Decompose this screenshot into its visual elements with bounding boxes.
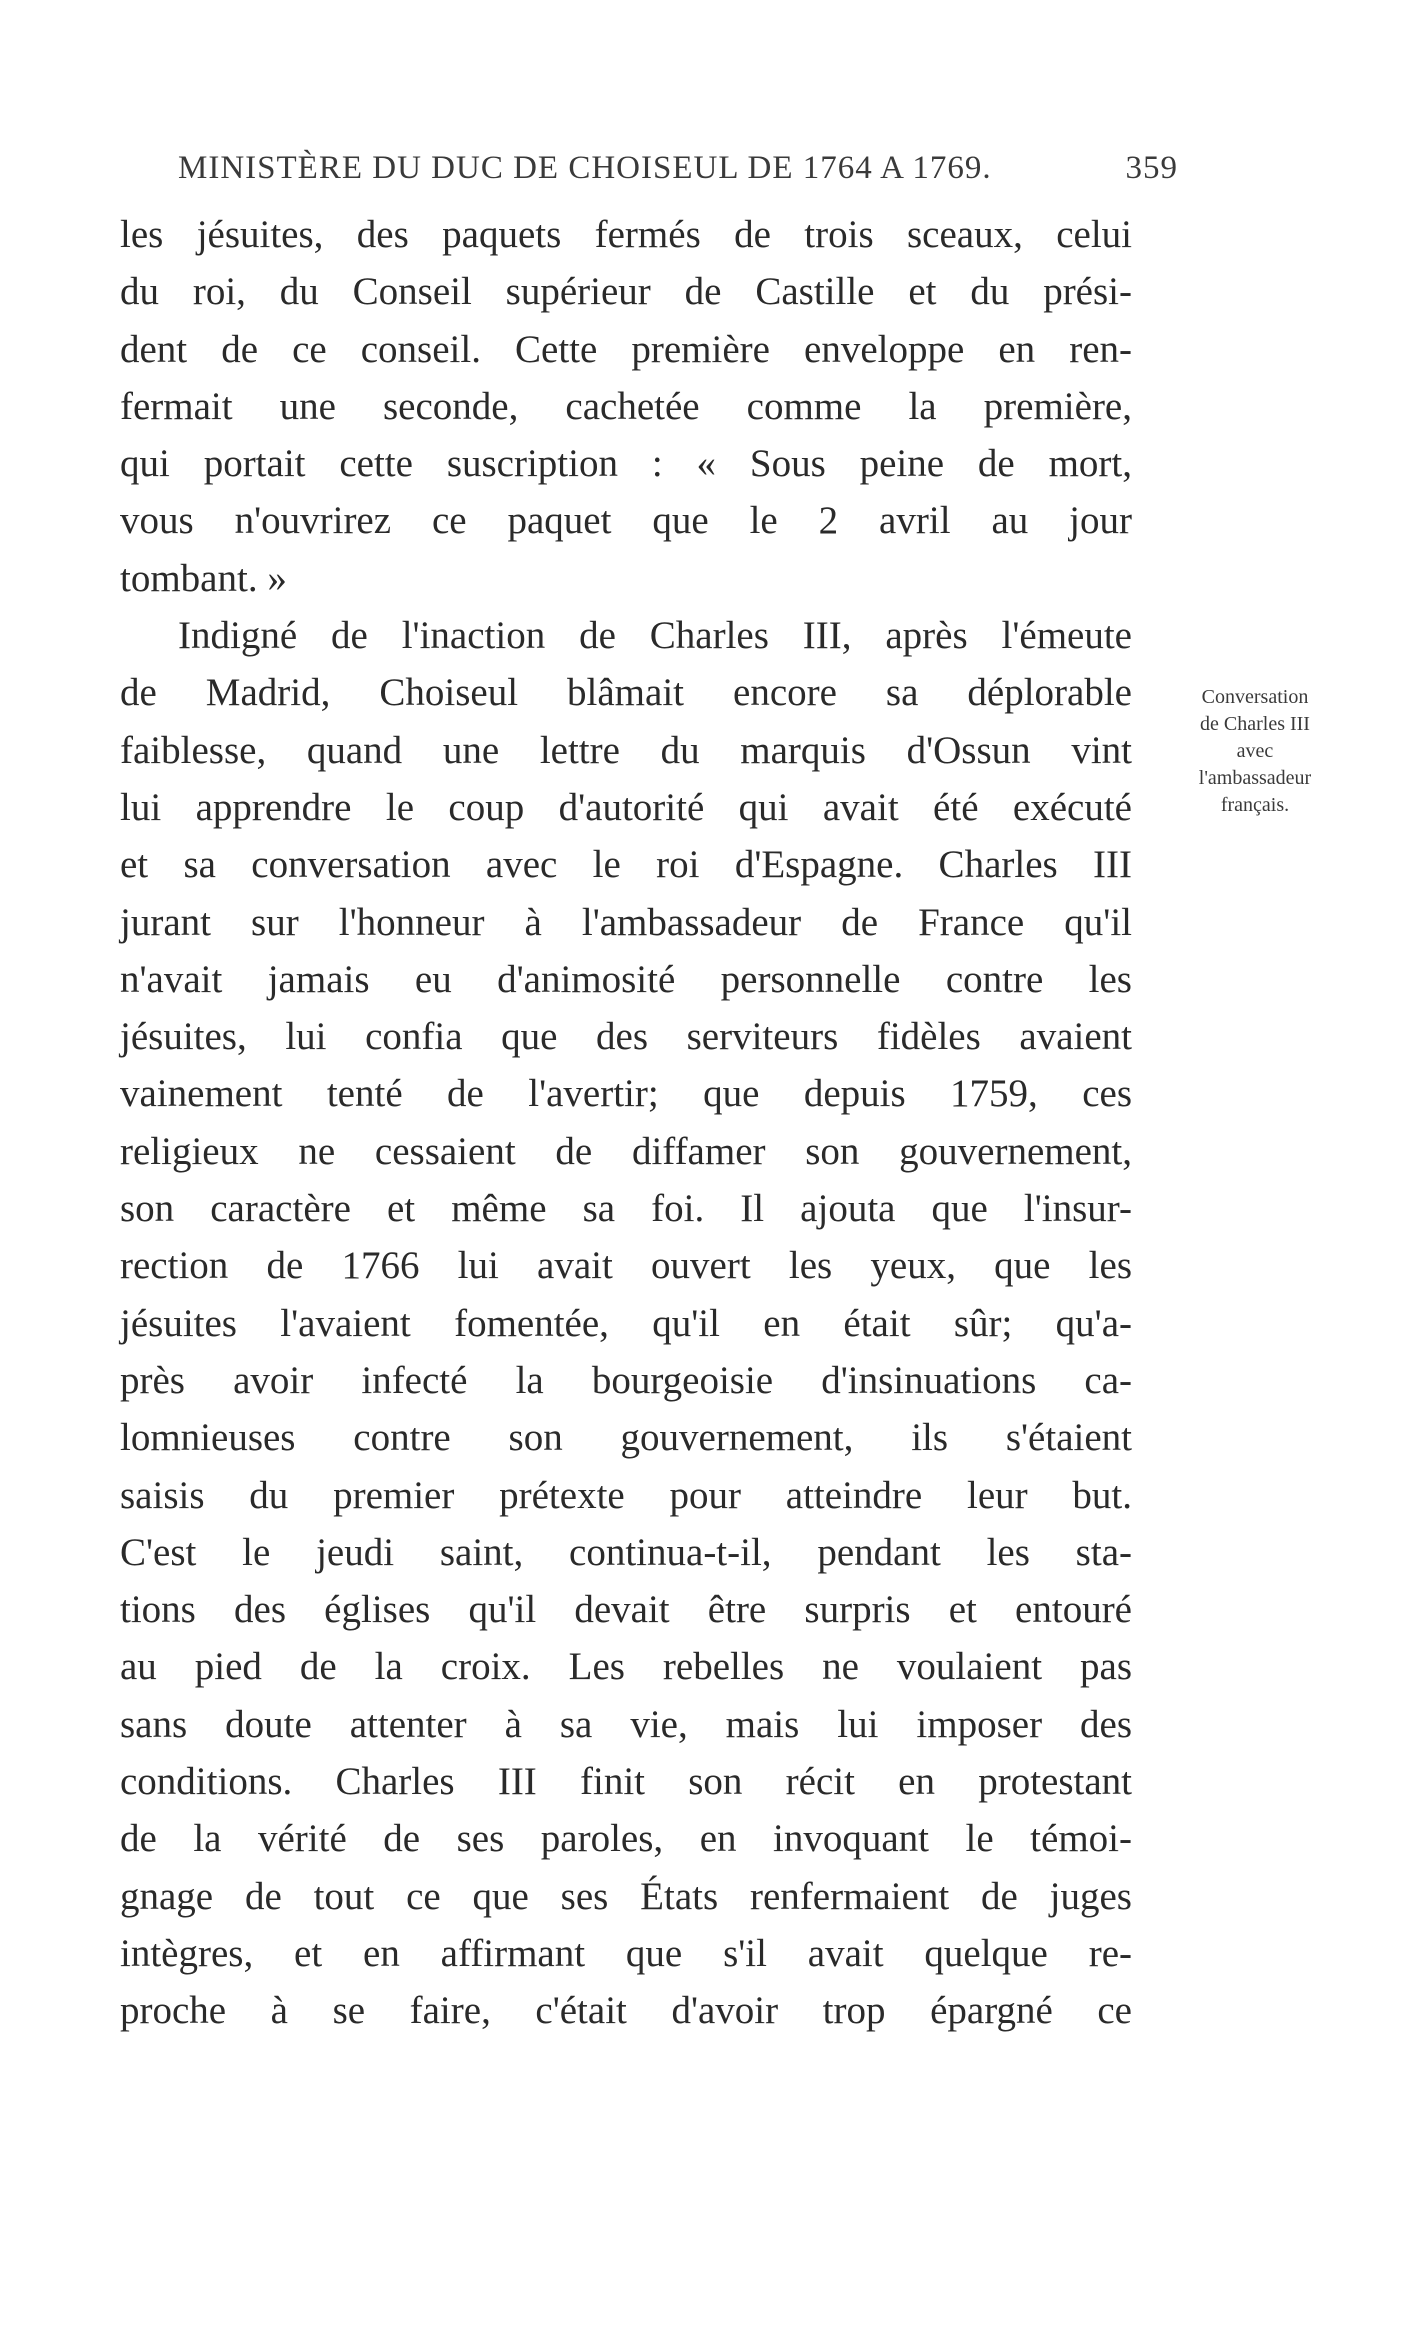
text-line: de Madrid, Choiseul blâmait encore sa déplorable (120, 671, 1132, 715)
marginal-note (1150, 684, 1360, 819)
text-line: dent de ce conseil. Cette première enveloppe en ren- (120, 327, 1132, 371)
running-title: MINISTÈRE DU DUC DE CHOISEUL DE 1764 A 1769. (178, 150, 992, 186)
marginal-note-line: de Charles III (1200, 713, 1310, 735)
text-line: tions des églises qu'il devait être surpris et entouré (120, 1588, 1132, 1632)
text-line: conditions. Charles III finit son récit en protestant (120, 1760, 1132, 1804)
text-line: qui portait cette suscription : « Sous peine de mort, (120, 442, 1132, 486)
text-line: près avoir infecté la bourgeoisie d'insinuations ca- (120, 1358, 1132, 1402)
text-line: jésuites l'avaient fomentée, qu'il en était sûr; qu'a- (120, 1301, 1132, 1345)
text-line: C'est le jeudi saint, continua-t-il, pendant les sta- (120, 1530, 1132, 1574)
text-line: gnage de tout ce que ses États renfermaient de juges (120, 1874, 1132, 1918)
text-line: proche à se faire, c'était d'avoir trop épargné ce (120, 1989, 1132, 2033)
paragraph-start-line: Indigné de l'inaction de Charles III, après l'émeute (178, 614, 1132, 658)
text-line: fermait une seconde, cachetée comme la première, (120, 384, 1132, 428)
text-line: intègres, et en affirmant que s'il avait quelque re- (120, 1931, 1132, 1975)
marginal-note-line: l'ambassadeur (1198, 767, 1312, 789)
text-line: religieux ne cessaient de diffamer son gouvernement, (120, 1129, 1132, 1173)
text-line: lui apprendre le coup d'autorité qui avait été exécuté (120, 785, 1132, 829)
text-line: sans doute attenter à sa vie, mais lui imposer des (120, 1702, 1132, 1746)
text-line: rection de 1766 lui avait ouvert les yeux, que les (120, 1244, 1132, 1288)
text-line: faiblesse, quand une lettre du marquis d'Ossun vint (120, 728, 1132, 772)
text-line: son caractère et même sa foi. Il ajouta que l'insur- (120, 1187, 1132, 1231)
text-line: saisis du premier prétexte pour atteindre leur but. (120, 1473, 1132, 1517)
text-line: et sa conversation avec le roi d'Espagne. Charles III (120, 843, 1132, 887)
text-line: vainement tenté de l'avertir; que depuis 1759, ces (120, 1072, 1132, 1116)
page-number: 359 (1125, 150, 1178, 186)
marginal-note-line: français. (1220, 794, 1290, 816)
text-line: jurant sur l'honneur à l'ambassadeur de France qu'il (120, 900, 1132, 944)
text-line: lomnieuses contre son gouvernement, ils s'étaient (120, 1416, 1132, 1460)
text-line: jésuites, lui confia que des serviteurs fidèles avaient (120, 1015, 1132, 1059)
text-line: du roi, du Conseil supérieur de Castille et du prési- (120, 270, 1132, 314)
running-header (178, 150, 1178, 198)
body-text (120, 206, 1132, 2040)
marginal-note-line: Conversation (1201, 686, 1309, 708)
text-line: de la vérité de ses paroles, en invoquant le témoi- (120, 1817, 1132, 1861)
text-line: n'avait jamais eu d'animosité personnelle contre les (120, 957, 1132, 1001)
marginal-note-line: avec (1236, 740, 1274, 762)
text-line: les jésuites, des paquets fermés de trois sceaux, celui (120, 213, 1132, 256)
text-line: vous n'ouvrirez ce paquet que le 2 avril au jour (120, 499, 1132, 543)
text-line: au pied de la croix. Les rebelles ne voulaient pas (120, 1645, 1132, 1689)
text-line: tombant. » (120, 556, 287, 600)
